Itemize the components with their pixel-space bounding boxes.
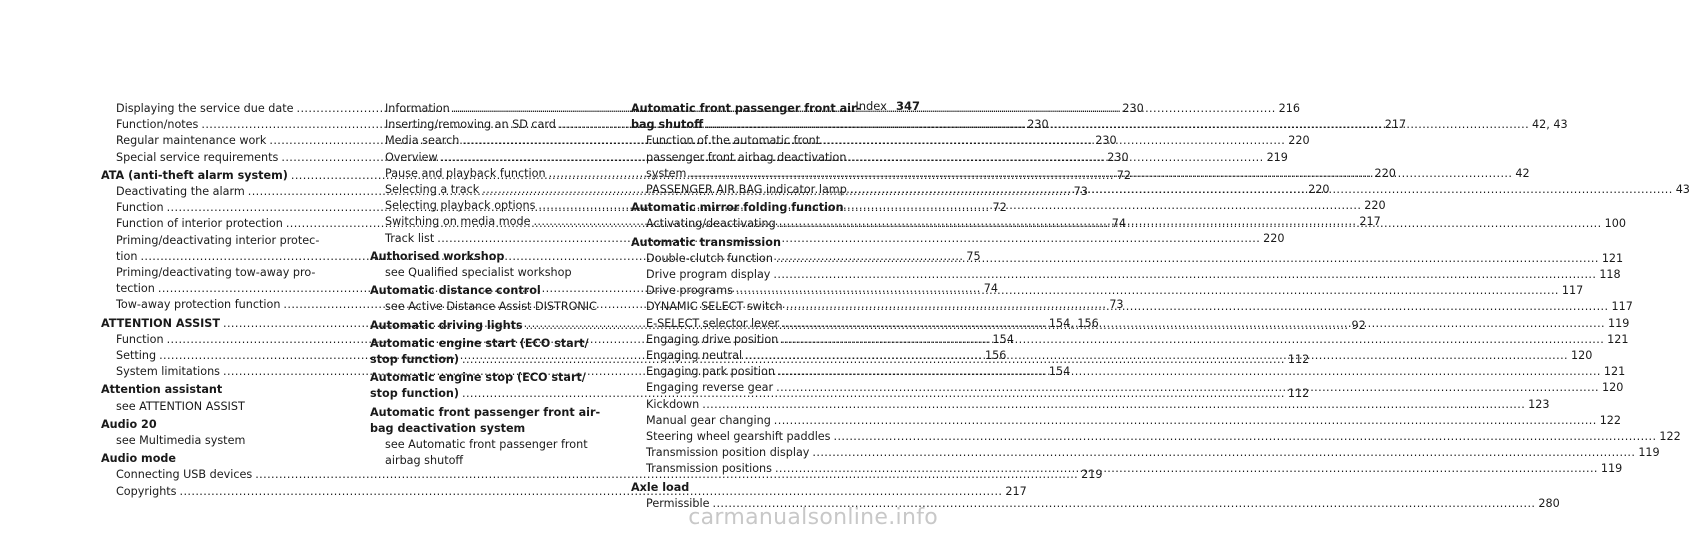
dot-leader (745, 348, 1568, 364)
index-subentry-text: Function/notes (116, 118, 199, 132)
page-reference: 216 (1278, 102, 1301, 115)
index-heading-text: Audio 20 (101, 417, 157, 431)
index-subentry (101, 233, 349, 249)
dot-leader (786, 299, 1609, 315)
index-subentry-text: Information (385, 102, 450, 115)
index-subentry-text: Kickdown (646, 397, 700, 411)
index-subentry-text: Priming/deactivating interior protec- (116, 233, 320, 247)
index-heading (370, 249, 612, 265)
page-reference: 112 (1287, 353, 1310, 367)
index-subentry-text: Selecting a track (385, 183, 480, 197)
index-subentry-text: Permissible (646, 496, 710, 510)
index-subentry (631, 150, 892, 166)
page-reference: 121 (1603, 365, 1626, 379)
index-subentry-text: Transmission positions (646, 462, 772, 476)
dot-leader (774, 413, 1597, 429)
page-reference: 119 (1608, 316, 1630, 330)
index-subentry-text: passenger front airbag deactivation (646, 150, 847, 164)
index-heading-text: bag deactivation system (370, 421, 526, 435)
page-reference: 112 (1287, 387, 1310, 401)
index-subentry-text: Pause and playback function (385, 166, 546, 180)
page-reference: 220 (1364, 199, 1386, 213)
index-subentry (631, 413, 1622, 429)
dot-leader (706, 117, 1529, 133)
page-reference: 72 (992, 201, 1007, 215)
dot-leader (778, 364, 1601, 380)
index-subentry-text: Drive programs (646, 284, 733, 298)
index-subentry-text: Double-clutch function (646, 251, 773, 265)
page-reference: 117 (1561, 284, 1584, 298)
index-subentry-text: Function of the automatic front (646, 134, 821, 148)
page-reference: 120 (1602, 381, 1624, 395)
index-heading (101, 382, 349, 398)
page-reference: 121 (1607, 332, 1629, 346)
index-subentry-text: Transmission position display (646, 446, 810, 460)
page-reference: 120 (1570, 349, 1593, 363)
index-heading (631, 101, 892, 117)
index-subentry-text: Overview (385, 150, 438, 164)
dot-leader (850, 182, 1673, 198)
index-subentry-text: Copyrights (116, 484, 177, 498)
index-subentry (631, 429, 1681, 445)
dot-leader (779, 216, 1602, 232)
page-reference: 154 (1048, 365, 1071, 379)
page-reference: 217 (1359, 215, 1381, 229)
page-reference: 42 (1515, 166, 1530, 180)
index-subentry-text: Engaging neutral (646, 349, 743, 363)
dot-leader (775, 461, 1598, 477)
index-subentry-text: Media search (385, 134, 460, 148)
page-reference: 119 (1600, 462, 1623, 476)
index-heading (370, 283, 612, 299)
index-heading-text: Axle load (631, 480, 690, 494)
page-reference: 220 (1263, 231, 1285, 245)
watermark: carmanualsonline.info (688, 505, 938, 530)
index-heading-text: Automatic front passenger front air- (631, 102, 862, 115)
dot-leader (834, 429, 1657, 445)
page-reference: 43 (1675, 183, 1690, 197)
page-reference: 123 (1528, 397, 1550, 411)
dot-leader (776, 251, 1599, 267)
page-reference: 220 (1308, 183, 1330, 197)
index-subentry (631, 267, 1621, 283)
index-subentry-text: Deactivating the alarm (116, 185, 245, 199)
index-subentry (101, 265, 349, 281)
index-heading-text: ATTENTION ASSIST (101, 316, 220, 330)
page-reference: 230 (1107, 150, 1129, 164)
index-subentry-text: Engaging reverse gear (646, 381, 774, 395)
page-reference: 92 (1351, 318, 1366, 332)
page-reference: 230 (1122, 102, 1144, 115)
page-reference: 220 (1374, 166, 1396, 180)
index-heading (631, 480, 892, 496)
index-heading-text: Automatic driving lights (370, 318, 523, 332)
page-reference: 230 (1095, 134, 1117, 148)
page-reference: 118 (1599, 268, 1621, 282)
index-heading-text: stop function) (370, 353, 459, 367)
dot-leader (812, 445, 1635, 461)
page-reference: 280 (1538, 496, 1560, 510)
index-subentry-text: System limitations (116, 365, 220, 379)
index-heading (631, 200, 892, 216)
page-reference: 119 (1638, 446, 1660, 460)
page-reference: 100 (1604, 217, 1626, 231)
page-reference: 72 (1116, 168, 1132, 182)
index-heading-text: Audio mode (101, 452, 176, 466)
index-heading (101, 417, 349, 433)
index-subentry-text: Setting (116, 349, 157, 363)
index-subentry-text: Steering wheel gearshift paddles (646, 430, 831, 444)
page-number: 347 (895, 99, 920, 113)
index-subentry (101, 433, 349, 449)
index-subentry-text: see Automatic front passenger front (385, 438, 588, 452)
dot-leader (689, 166, 1512, 182)
index-subentry (370, 437, 612, 453)
page-reference: 217 (1384, 118, 1407, 132)
index-heading (370, 336, 612, 352)
index-subentry-text: Engaging park position (646, 365, 775, 379)
index-subentry-text: Priming/deactivating tow-away pro- (116, 266, 316, 280)
index-heading-text: Automatic transmission (631, 235, 781, 249)
index-subentry-text: Drive program display (646, 268, 771, 282)
page-reference: 154, 156 (1048, 316, 1099, 330)
index-subentry-text: system (646, 166, 687, 180)
index-heading-text: Automatic engine stop (ECO start/ (370, 371, 586, 385)
page-reference: 122 (1659, 430, 1681, 444)
page-reference: 42, 43 (1532, 118, 1568, 132)
page-reference: 219 (1081, 468, 1103, 482)
index-subentry-text: Function of interior protection (116, 217, 283, 231)
page-reference: 220 (1288, 134, 1310, 148)
index-subentry-text: tion (116, 249, 138, 263)
index-heading-text: Authorised workshop (370, 249, 505, 263)
page-reference: 217 (1005, 484, 1027, 498)
index-subentry-text: E-SELECT selector lever (646, 316, 780, 330)
page-reference: 121 (1601, 251, 1624, 265)
page-reference: 230 (1027, 118, 1049, 132)
index-subentry-text: Regular maintenance work (116, 134, 267, 148)
dot-leader (773, 267, 1596, 283)
index-heading-text: stop function) (370, 387, 459, 401)
dot-leader (776, 380, 1599, 396)
index-subentry-text: see ATTENTION ASSIST (116, 399, 245, 413)
index-heading-text: Attention assistant (101, 383, 223, 397)
index-heading-text: ATA (anti-theft alarm system) (101, 168, 288, 182)
index-subentry-text: see Active Distance Assist DISTRONIC (385, 300, 597, 314)
index-subentry-text: Engaging drive position (646, 332, 779, 346)
dot-leader (782, 316, 1605, 332)
index-subentry-text: Special service requirements (116, 150, 279, 164)
index-subentry (370, 299, 612, 315)
page-reference: 154 (992, 332, 1014, 346)
index-subentry-text: Inserting/removing an SD card (385, 118, 556, 132)
index-subentry-text: see Multimedia system (116, 434, 246, 448)
index-subentry-text: Displaying the service due date (116, 102, 294, 115)
index-subentry-text: Function (116, 201, 164, 215)
index-subentry-text: DYNAMIC SELECT switch (646, 300, 783, 314)
index-subentry-text: airbag shutoff (385, 454, 464, 468)
dot-leader (702, 397, 1525, 413)
index-heading (370, 405, 612, 421)
index-subentry-text: tection (116, 282, 155, 296)
index-heading (101, 451, 349, 467)
page-reference: 74 (1111, 217, 1126, 231)
dot-leader (781, 332, 1604, 348)
index-subentry-text: Tow-away protection function (116, 298, 281, 312)
index-heading-text: Automatic mirror folding function (631, 201, 844, 215)
index-subentry-text: Selecting playback options (385, 199, 536, 213)
index-heading (631, 235, 892, 251)
index-subentry (631, 397, 1550, 413)
page-reference: 122 (1599, 413, 1622, 427)
index-subentry-text: Activating/deactivating (646, 217, 776, 231)
index-subentry-text: Manual gear changing (646, 413, 771, 427)
index-subentry (370, 265, 612, 281)
dot-leader (736, 283, 1559, 299)
index-subentry (370, 453, 612, 469)
index-heading (370, 421, 612, 437)
index-subentry-text: PASSENGER AIR BAG indicator lamp (646, 183, 847, 197)
index-title: Index (855, 99, 887, 113)
page-reference: 117 (1611, 300, 1633, 314)
index-heading-text: bag shutoff (631, 118, 704, 132)
index-subentry-text: Switching on media mode (385, 215, 531, 229)
index-heading-text: Automatic distance control (370, 284, 541, 298)
page-reference: 73 (1073, 185, 1088, 199)
index-subentry-text: Function (116, 332, 164, 346)
index-subentry-text: Track list (385, 231, 435, 245)
index-heading-text: Automatic engine start (ECO start/ (370, 336, 589, 350)
index-heading (370, 370, 612, 386)
index-subentry (631, 445, 1660, 461)
index-subentry-text: see Qualified specialist workshop (385, 266, 572, 280)
index-heading-text: Automatic front passenger front air- (370, 405, 601, 419)
page-reference: 156 (984, 349, 1007, 363)
index-subentry (101, 399, 349, 415)
index-subentry (631, 133, 892, 149)
index-subentry-text: Connecting USB devices (116, 468, 253, 482)
page-reference: 75 (966, 249, 981, 263)
page-reference: 219 (1266, 150, 1288, 164)
page-reference: 74 (983, 282, 998, 296)
page-reference: 73 (1109, 298, 1124, 312)
